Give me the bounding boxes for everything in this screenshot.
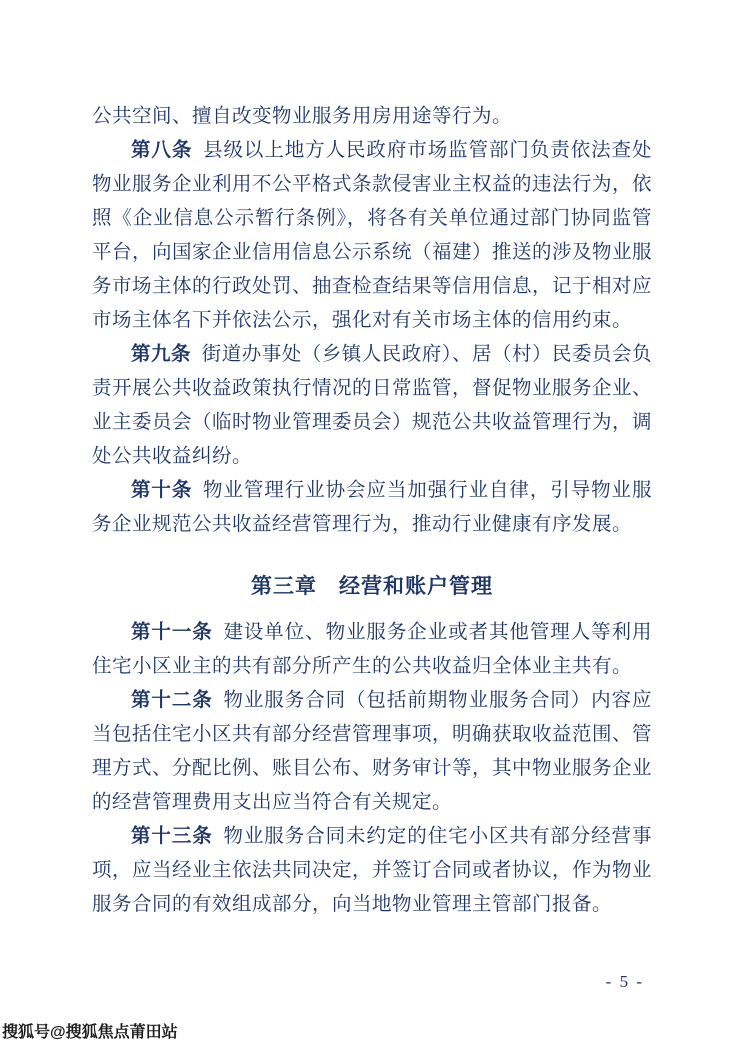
paragraph-article-12 — [92, 684, 652, 820]
article-8-number: 第八条 — [131, 140, 193, 161]
article-12-text: 物业服务合同（包括前期物业服务合同）内容应当包括住宅小区共有部分经营管理事项，明确获取收益范围、管理方式、分配比例、账目公布、财务审计等，其中物业服务企业的经营管理费用支出应当符合有关规定。 — [92, 690, 653, 813]
page-content — [92, 100, 652, 922]
article-8-text: 县级以上地方人民政府市场监管部门负责依法查处物业服务企业利用不公平格式条款侵害业主权益的违法行为，依照《企业信息公示暂行条例》，将各有关单位通过部门协同监管平台，向国家企业信用信息公示系统（福建）推送的涉及物业服务市场主体的行政处罚、抽查检查结果等信用信息，记于相对应市场主体名下并依法公示，强化对有关市场主体的信用约束。 — [92, 140, 653, 331]
article-9-number: 第九条 — [131, 344, 192, 365]
article-13-text: 物业服务合同未约定的住宅小区共有部分经营事项，应当经业主依法共同决定，并签订合同或者协议，作为物业服务合同的有效组成部分，向当地物业管理主管部门报备。 — [92, 826, 653, 915]
watermark: 搜狐号@搜狐焦点莆田站 — [2, 1024, 178, 1041]
paragraph-article-13 — [92, 820, 652, 922]
article-10-text: 物业管理行业协会应当加强行业自律，引导物业服务企业规范公共收益经营管理行为，推动行业健康有序发展。 — [92, 480, 652, 535]
paragraph-article-8 — [92, 134, 652, 338]
paragraph-article-11 — [92, 616, 652, 684]
paragraph-article-9 — [92, 338, 652, 474]
page-number: - 5 - — [605, 972, 644, 991]
paragraph-continuation: 公共空间、擅自改变物业服务用房用途等行为。 — [92, 106, 513, 127]
article-13-number: 第十三条 — [131, 826, 213, 847]
article-11-number: 第十一条 — [131, 622, 213, 643]
chapter-heading: 第三章 经营和账户管理 — [251, 574, 493, 598]
article-12-number: 第十二条 — [131, 690, 213, 711]
article-9-text: 街道办事处（乡镇人民政府）、居（村）民委员会负责开展公共收益政策执行情况的日常监管，督促物业服务企业、业主委员会（临时物业管理委员会）规范公共收益管理行为，调处公共收益纠纷。 — [92, 344, 653, 467]
article-11-text: 建设单位、物业服务企业或者其他管理人等利用住宅小区业主的共有部分所产生的公共收益归全体业主共有。 — [92, 622, 652, 677]
paragraph-article-10 — [92, 474, 652, 542]
article-10-number: 第十条 — [131, 480, 193, 501]
